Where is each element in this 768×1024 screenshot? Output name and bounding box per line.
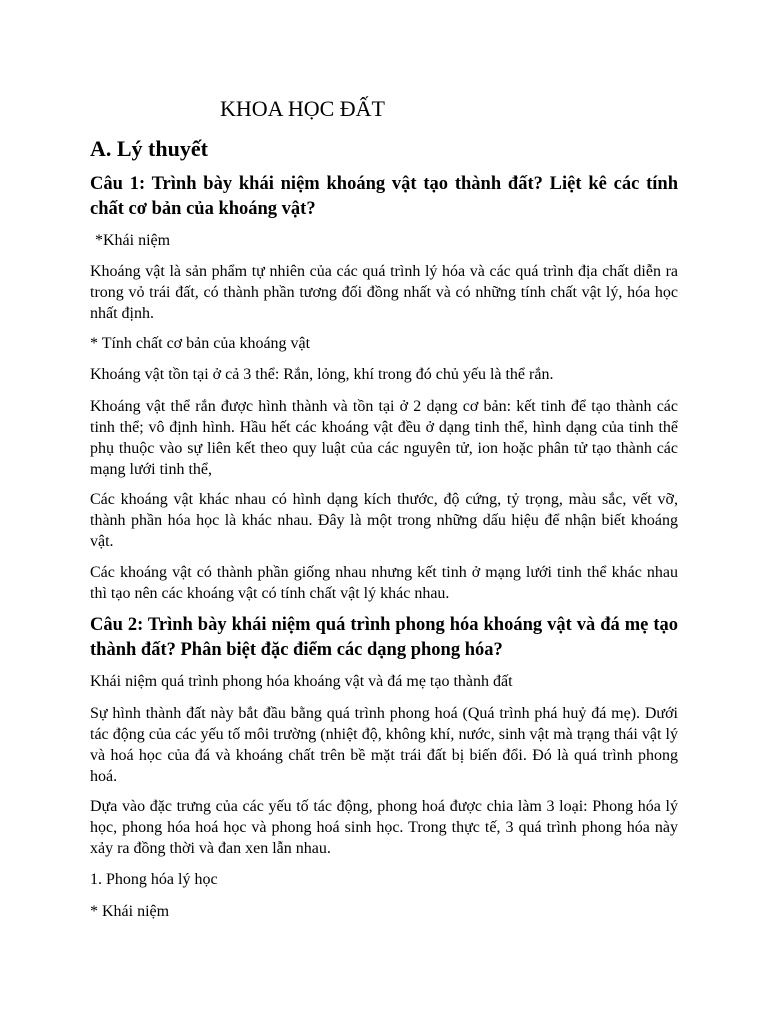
q1-paragraph-2: Khoáng vật là sản phẩm tự nhiên của các quá trình lý hóa và các quá trình địa chất diễn ra trong vỏ trái đất, có thành phần tương đối đồng nhất và có những tính chất vật lý, hóa học nhất định.: [90, 263, 678, 322]
section-heading-a: A. Lý thuyết: [90, 136, 208, 161]
q2-paragraph-3: Dựa vào đặc trưng của các yếu tố tác động, phong hoá được chia làm 3 loại: Phong hóa lý học, phong hóa hoá học và phong hoá sinh học. Trong thực tế, 3 quá trình phong hóa này xảy ra đồng thời và đan xen lẫn nhau.: [90, 798, 678, 857]
q1-paragraph-7: Các khoáng vật có thành phần giống nhau nhưng kết tinh ở mạng lưới tinh thể khác nhau thì tạo nên các khoáng vật có tính chất vật lý khác nhau.: [90, 564, 678, 602]
document-title: KHOA HỌC ĐẤT: [220, 96, 385, 121]
question-2-heading: Câu 2: Trình bày khái niệm quá trình phong hóa khoáng vật và đá mẹ tạo thành đất? Phân biệt đặc điểm các dạng phong hóa?: [90, 615, 678, 660]
q1-paragraph-5: Khoáng vật thể rắn được hình thành và tồn tại ở 2 dạng cơ bản: kết tinh để tạo thành các tinh thể; vô định hình. Hầu hết các khoáng vật đều ở dạng tinh thể, hình dạng của tinh thể phụ thuộc vào sự liên kết theo quy luật của các nguyên tử, ion hoặc phân tử tạo thành các mạng lưới tinh thể,: [90, 398, 678, 478]
question-1-heading: Câu 1: Trình bày khái niệm khoáng vật tạo thành đất? Liệt kê các tính chất cơ bản của khoáng vật?: [90, 174, 678, 219]
q2-paragraph-1: Khái niệm quá trình phong hóa khoáng vật và đá mẹ tạo thành đất: [90, 673, 513, 690]
q2-paragraph-5: * Khái niệm: [90, 903, 170, 920]
q2-paragraph-2: Sự hình thành đất này bắt đầu bằng quá trình phong hoá (Quá trình phá huỷ đá mẹ). Dưới tác động của các yếu tố môi trường (nhiệt độ, không khí, nước, sinh vật mà trạng thái vật lý và hoá học của đá và khoáng chất trên bề mặt trái đất bị biến đổi. Đó là quá trình phong hoá.: [90, 705, 678, 785]
q1-paragraph-1: *Khái niệm: [95, 232, 171, 249]
q1-paragraph-4: Khoáng vật tồn tại ở cả 3 thể: Rắn, lỏng, khí trong đó chủ yếu là thể rắn.: [90, 366, 554, 383]
q1-paragraph-3: * Tính chất cơ bản của khoáng vật: [90, 335, 311, 352]
q2-paragraph-4: 1. Phong hóa lý học: [90, 871, 218, 888]
q1-paragraph-6: Các khoáng vật khác nhau có hình dạng kích thước, độ cứng, tỷ trọng, màu sắc, vết vỡ, thành phần hóa học là khác nhau. Đây là một trong những dấu hiệu để nhận biết khoáng vật.: [90, 491, 678, 550]
